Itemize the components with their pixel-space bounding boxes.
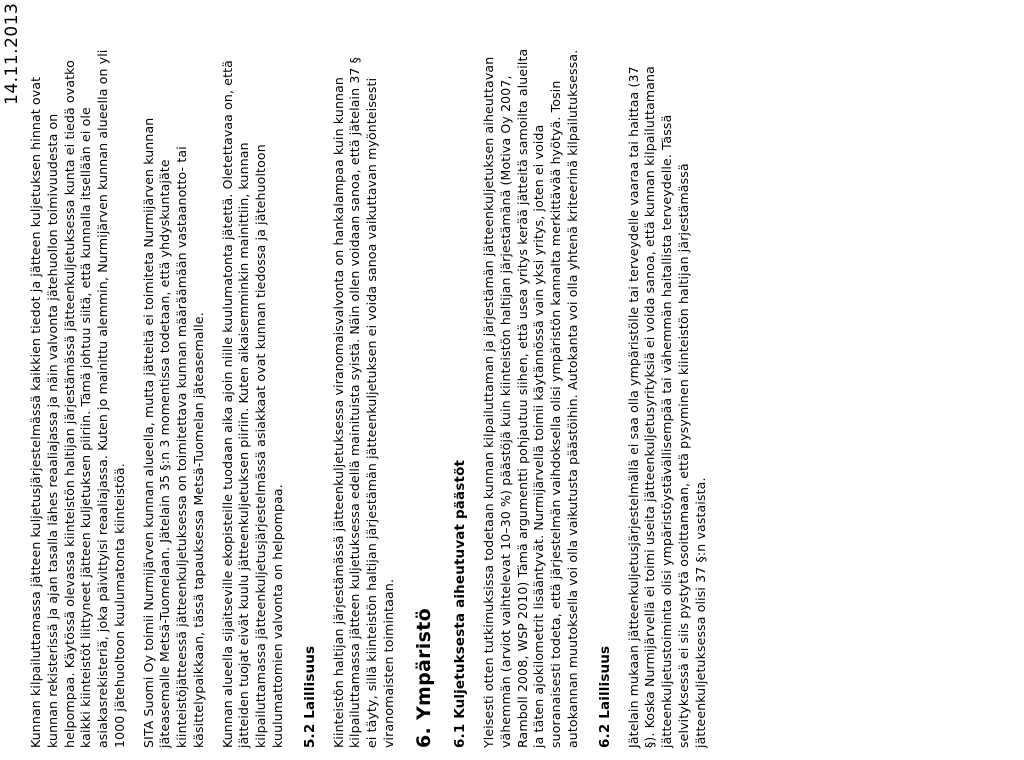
section-6-2-text: Jätelain mukaan jätteenkuljetusjärjestelmällä ei saa olla ympäristölle tai terveydelle vaaraa tai haittaa (37 §). Koska Nurmijärvellä ei toimi useita jätteenkuljetusyrityksiä ei voida sanoa, että kunnan kilpailuttamana jätteenkuljetustoiminta olisi ympäristöystävällisempää tai vähemmän haitallista terveydelle. Tässä selvityksessä ei siis pystytä osoittamaan, että pysyminen kiinteistön haltijan järjestämässä jätteenkuljetuksessa olisi 37 §:n vastaista. — [625, 66, 708, 748]
section-6-1-text: Yleisesti otten tutkimuksissa todetaan kunnan kilpailuttaman ja järjestämän jätteenkuljetuksen aiheuttavan vähemmän (arviot vaihtelevat 10–30 %) päästöjä kuin kiinteistön haltijan järjestämänä (Motiva Oy 2007, Ramboll 2008, WSP 2010) Tämä argumentti pohjautuu siihen, että usea yritys kerää jätteitä samoilta alueilta ja täten ajokilometrit lisääntyvät. Nurmijärvellä toimii käytännössä vain yksi yritys, joten ei voida suoranaisesti todeta, että järjestelmän vaihdoksella olisi ympäristön kannalta merkittävää hyötyä. Tosin autokannan muutoksella voi olla vaikutusta päästöihin. Autokanta voi olla yhtenä kriteerinä kilpailutuksessa. — [481, 48, 580, 748]
section-5-2-text: Kiinteistön haltijan järjestämässä jätteenkuljetuksessa viranomaisvalvonta on hankalampaa kuin kunnan kilpailuttamassa jätteen kuljetuksessa edellä mainituista syistä. Näin ollen voidaan sanoa, että jätelain 37 § ei täyty, sillä kiinteistön haltijan järjestämän jätteenkuljetuksen ei voida sanoa vaikuttavan myönteisesti viranomaisten toimintaan. — [330, 56, 396, 748]
section-6-1-heading: 6.1 Kuljetuksesta aiheutuvat päästöt — [452, 459, 469, 748]
section-5-2-heading: 5.2 Laillisuus — [301, 645, 318, 748]
document-date: 14.11.2013 — [2, 2, 22, 105]
paragraph-registry: Kunnan kilpailuttamassa jätteen kuljetusjärjestelmässä kaikkien tiedot ja jätteen kuljetuksen hinnat ovat kunnan rekisterissä ja ajan tasalla lähes reaaliajassa ja näin valvonta jätehuollon toimivuudesta on helpompaa. Käytössä olevassa kiinteistön haltijan järjestämässä jätteenkuljetuksessa kunta ei tiedä ovatko kaikki kiinteistöt liittyneet jätteen kuljetuksen piiriin. Tämä johtuu siitä, että kunnalla itsellään ei ole asiakasrekisteriä, joka päivittyisi reaaliajassa. Kuten jo mainittu alemmin, Nurmijärven kunnan alueella on yli 1000 jätehuoltoon kuulumatonta kiinteistöä. — [28, 49, 127, 748]
document-body — [28, 48, 721, 748]
paragraph-sita: SITA Suomi Oy toimii Nurmijärven kunnan alueella, mutta jätteitä ei toimiteta Nurmijärven kunnan jäteasemalle Metsä-Tuomelaan. Jätelain 35 §:n 3 momentissa todetaan, että yhdyskuntajäte kiinteistöjätteessä jätteenkuljetuksessa on toimitettava kunnan määräämään vastaanotto- tai käsittelypaikkaan, tässä tapauksessa Metsä-Tuomelan jäteasemalle. — [140, 117, 206, 748]
section-6-heading: 6. Ympäristö — [412, 608, 435, 748]
paragraph-ekopisteet: Kunnan alueella sijaitseville ekopisteille tuodaan aika ajoin niille kuulumatonta jätettä. Oletettavaa on, että jätteiden tuojat eivät kuulu jätteenkuljetuksen piiriin. Kuten aikaisemminkin mainittiin, kunnan kilpailuttamassa jätteenkuljetusjärjestelmässä asiakkaat ovat kunnan tiedossa ja jätehuoltoon kuulumattomien valvonta on helpompaa. — [219, 60, 285, 748]
section-6-2-heading: 6.2 Laillisuus — [596, 645, 613, 748]
